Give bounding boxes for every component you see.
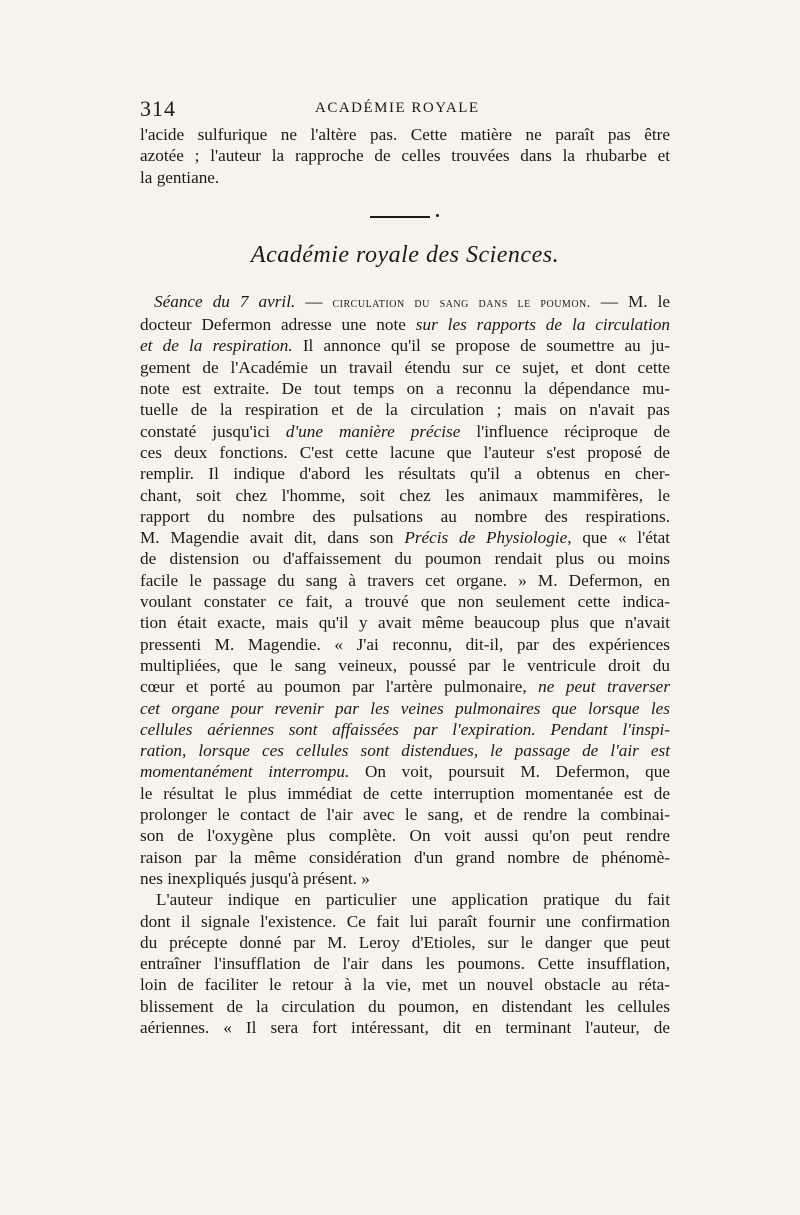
- text-line: [140, 421, 670, 442]
- text-line: ces deux fonctions. C'est cette lacune que l'auteur s'est proposé de: [140, 442, 670, 462]
- text-fragment: Il annonce qu'il se propose de soumettre au ju-: [292, 336, 670, 356]
- italic-fragment: cellules aériennes sont affaissées par l'expiration. Pendant l'inspi-: [140, 719, 670, 739]
- text-line: dont il signale l'existence. Ce fait lui paraît fournir une confirmation: [140, 911, 670, 931]
- text-line: gement de l'Académie un travail étendu sur ce sujet, et dont cette: [140, 357, 670, 377]
- text-line: rapport du nombre des pulsations au nombre des respirations.: [140, 506, 670, 526]
- text-fragment: constaté jusqu'ici: [140, 421, 286, 441]
- text-fragment: l'influence réciproque de: [460, 421, 670, 441]
- italic-fragment: momentanément interrompu.: [140, 762, 350, 782]
- running-head: [140, 96, 670, 124]
- text-line: raison par la même considération d'un grand nombre de phénomè-: [140, 847, 670, 867]
- text-line: tuelle de la respiration et de la circulation ; mais on n'avait pas: [140, 400, 670, 420]
- second-paragraph: [140, 889, 670, 1038]
- text-fragment: , que « l'état: [567, 528, 671, 548]
- text-line: facile le passage du sang à travers cet organe. » M. Defermon, en: [140, 570, 670, 590]
- text-line: [140, 676, 670, 697]
- italic-fragment: Précis de Physiologie: [404, 528, 568, 548]
- text-fragment: docteur Defermon adresse une note: [140, 315, 416, 335]
- italic-fragment: d'une manière précise: [285, 421, 461, 441]
- divider-rule: [370, 216, 430, 218]
- text-line: multipliées, que le sang veineux, poussé par le ventricule droit du: [140, 655, 670, 675]
- text-line: entraîner l'insufflation de l'air dans les poumons. Cette insufflation,: [140, 954, 670, 974]
- continuation-paragraph: [140, 124, 670, 188]
- text-line: nes inexpliqués jusqu'à présent. »: [140, 868, 370, 888]
- text-line: [140, 335, 670, 356]
- dash: —: [295, 291, 333, 311]
- section-title: Académie royale des Sciences.: [250, 241, 560, 268]
- dash: —: [590, 291, 628, 311]
- divider-dot: [436, 214, 439, 217]
- italic-fragment: et de la respiration.: [140, 336, 293, 356]
- text-line: note est extraite. De tout temps on a reconnu la dépendance mu-: [140, 379, 670, 399]
- book-page: [140, 96, 670, 1038]
- text-line: chant, soit chez l'homme, soit chez les animaux mammifères, le: [140, 485, 670, 505]
- text-line: son de l'oxygène plus complète. On voit aussi qu'on peut rendre: [140, 826, 670, 846]
- text-line: [140, 527, 670, 548]
- text-line: [140, 314, 670, 335]
- page-number: 314: [140, 96, 176, 121]
- text-line: blissement de la circulation du poumon, en distendant les cellules: [140, 996, 670, 1016]
- italic-fragment: sur les rapports de la circulation: [415, 315, 671, 335]
- text-line: [140, 291, 670, 314]
- text-fragment: On voit, poursuit M. Defermon, que: [349, 762, 670, 782]
- text-fragment: M. Magendie avait dit, dans son: [140, 528, 405, 548]
- italic-fragment: ne peut traverser: [538, 677, 671, 697]
- running-title: ACADÉMIE ROYALE: [315, 100, 480, 116]
- italic-fragment: cet organe pour revenir par les veines pulmonaires que lorsque les: [140, 698, 670, 718]
- session-date: Séance du 7 avril.: [154, 291, 296, 311]
- text-line: [140, 719, 670, 740]
- text-line: pressenti M. Magendie. « J'ai reconnu, dit-il, par des expériences: [140, 634, 670, 654]
- italic-fragment: ration, lorsque ces cellules sont distendues, le passage de l'air est: [140, 741, 670, 761]
- text-line: l'acide sulfurique ne l'altère pas. Cette matière ne paraît pas être: [140, 125, 670, 144]
- text-line: azotée ; l'auteur la rapproche de celles trouvées dans la rhubarbe et: [140, 146, 670, 166]
- text-line: [140, 740, 670, 761]
- text-line: voulant constater ce fait, a trouvé que non seulement cette indica-: [140, 592, 670, 612]
- section-divider: [140, 202, 670, 232]
- text-line: de distension ou d'affaissement du poumon rendait plus ou moins: [140, 549, 670, 569]
- text-line: prolonger le contact de l'air avec le sang, et de rendre la combinai-: [140, 805, 670, 825]
- text-line: loin de faciliter le retour à la vie, met un nouvel obstacle au réta-: [140, 975, 670, 995]
- text-line: [140, 698, 670, 719]
- text-line: tion était exacte, mais qu'il y avait même beaucoup plus que n'avait: [140, 613, 670, 633]
- session-topic: circulation du sang dans le poumon.: [332, 295, 591, 311]
- text-line: la gentiane.: [140, 167, 220, 187]
- text-line: le résultat le plus immédiat de cette interruption momentanée est de: [140, 783, 670, 803]
- text-line: aériennes. « Il sera fort intéressant, dit en terminant l'auteur, de: [140, 1017, 670, 1037]
- text-fragment: cœur et porté au poumon par l'artère pulmonaire,: [140, 677, 539, 697]
- text-line: remplir. Il indique d'abord les résultats qu'il a obtenus en cher-: [140, 464, 670, 484]
- text-line: L'auteur indique en particulier une application pratique du fait: [156, 890, 670, 910]
- text-line: [140, 761, 670, 782]
- session-paragraph: [140, 291, 670, 889]
- text-line: du précepte donné par M. Leroy d'Etioles, sur le danger que peut: [140, 932, 670, 952]
- text-fragment: M. le: [628, 291, 671, 311]
